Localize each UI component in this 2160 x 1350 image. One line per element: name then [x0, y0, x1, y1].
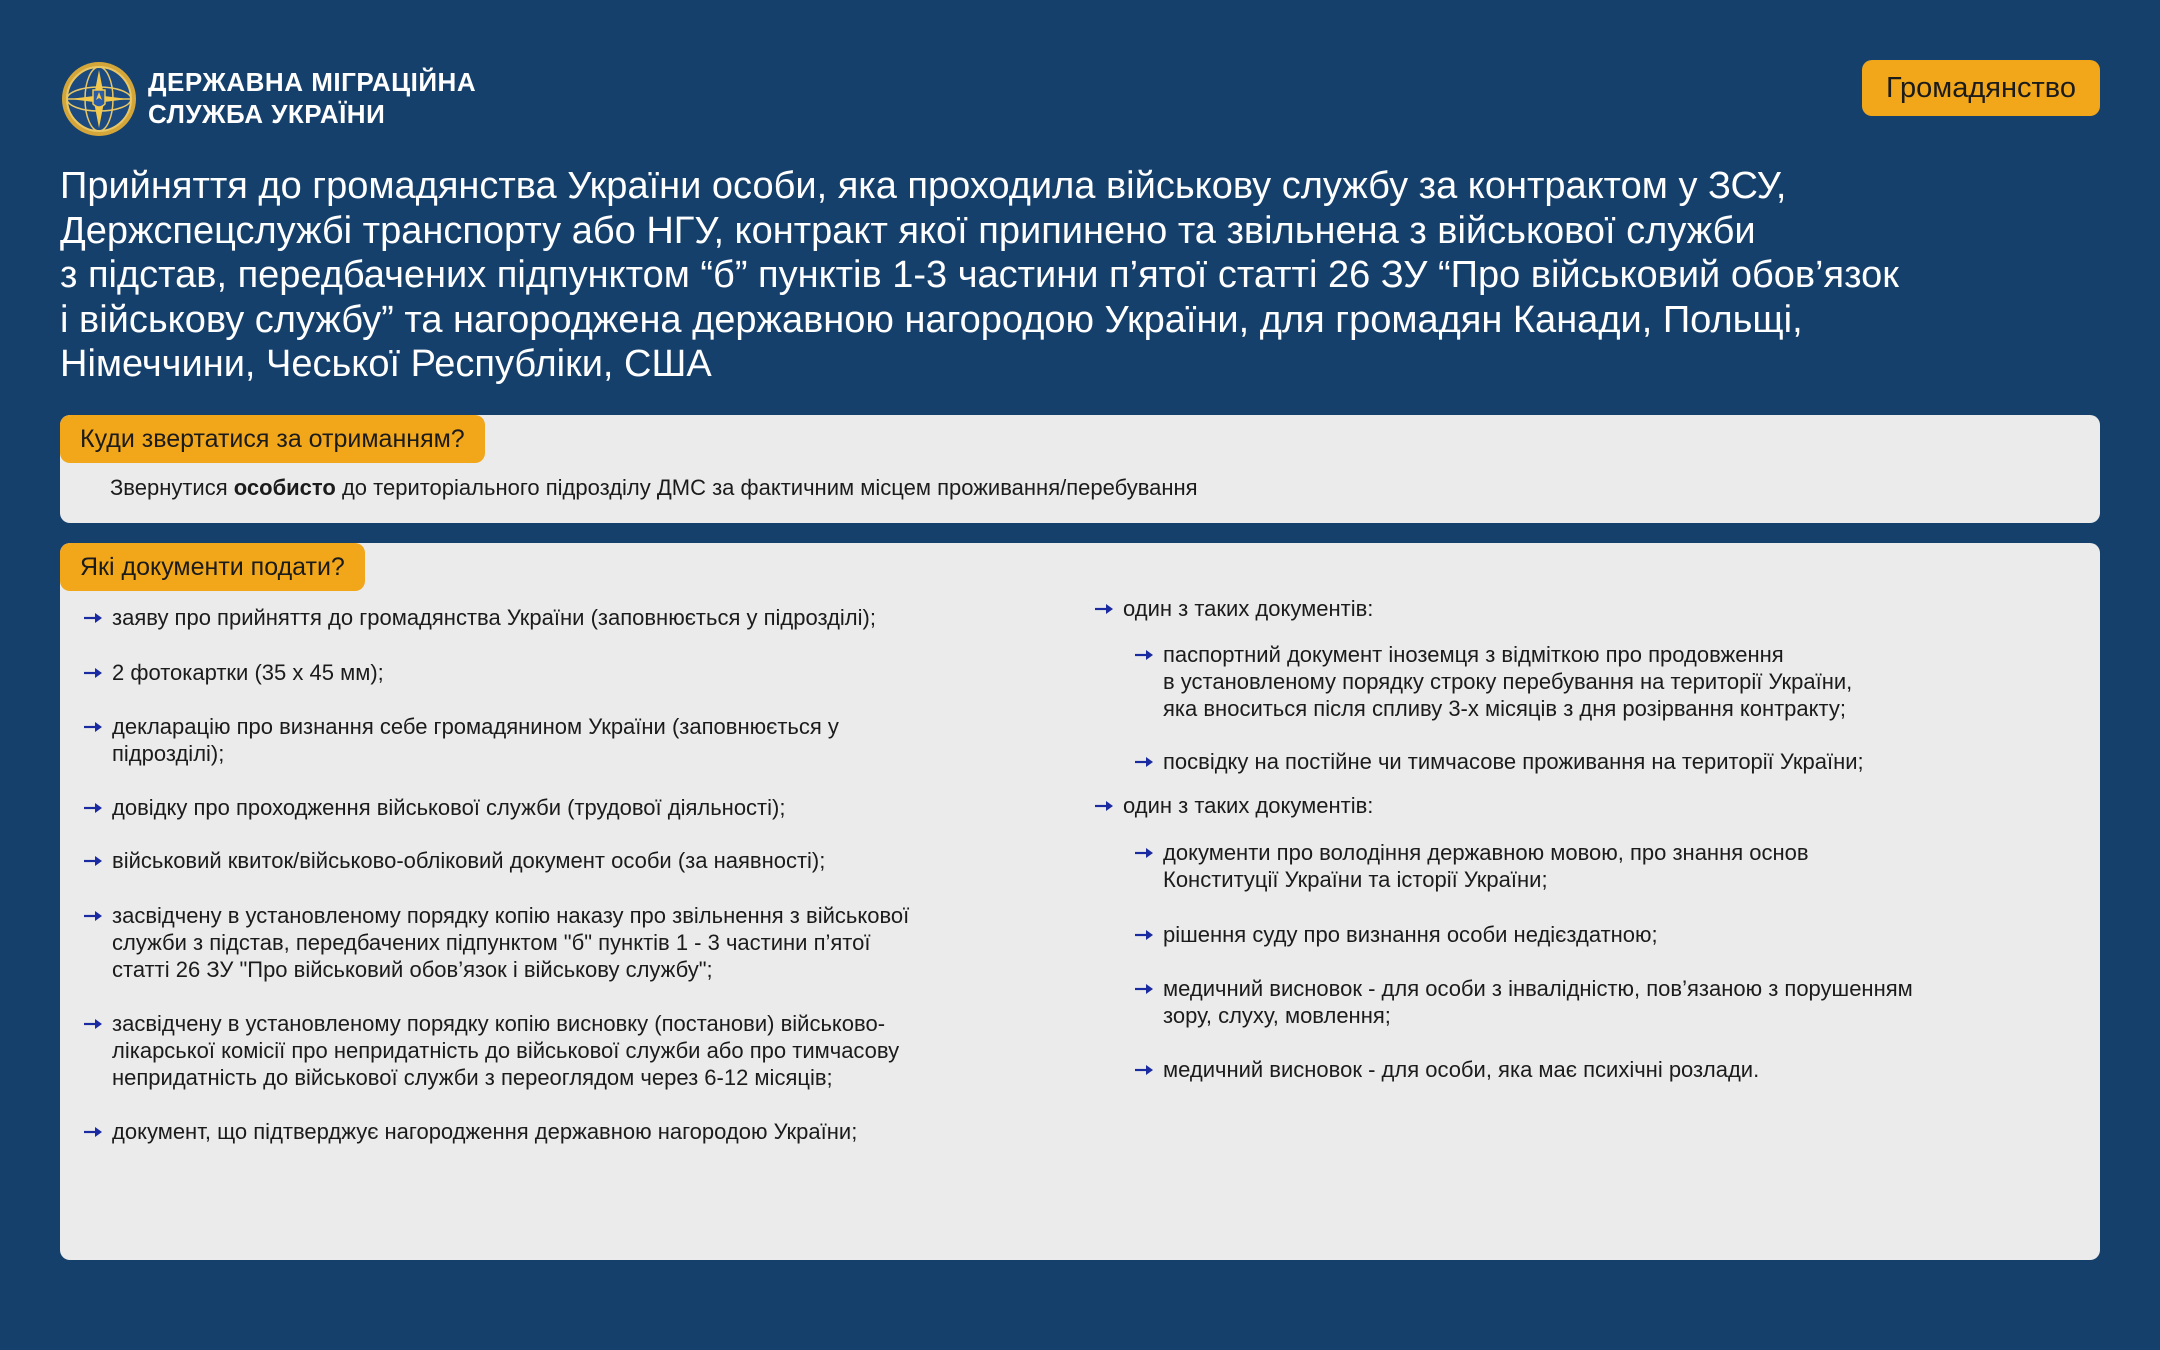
item-text-line: декларацію про визнання себе громадянином України (заповнюється у — [112, 714, 839, 739]
org-name-line-2: СЛУЖБА УКРАЇНИ — [148, 99, 386, 129]
document-list-item — [82, 1118, 857, 1145]
document-sub-item — [1133, 1056, 1759, 1083]
title-line: Німеччини, Чеської Республіки, США — [60, 343, 712, 385]
title-line: Держспецслужбі транспорту або НГУ, контракт якої припинено та звільнена з військової служби — [60, 209, 1756, 252]
item-text-line: посвідку на постійне чи тимчасове проживання на території України; — [1163, 749, 1864, 774]
item-text-line: яка вноситься після спливу 3-х місяців з дня розірвання контракту; — [1163, 696, 1846, 721]
arrow-right-icon — [82, 721, 104, 733]
where-to-apply-card — [60, 415, 2100, 523]
document-list-item — [82, 604, 876, 631]
arrow-right-icon — [82, 1018, 104, 1030]
arrow-right-icon — [1133, 1064, 1155, 1076]
document-sub-item — [1133, 975, 1913, 1029]
item-text-line: підрозділі); — [112, 741, 225, 766]
document-sub-item — [1133, 921, 1658, 948]
document-list-item — [82, 902, 909, 983]
title-line: і військову службу” та нагороджена державною нагородою України, для громадян Канади, Польщі, — [60, 298, 1803, 341]
item-text-line: довідку про проходження військової служби (трудової діяльності); — [112, 795, 786, 820]
item-text-line: засвідчену в установленому порядку копію наказу про звільнення з військової — [112, 903, 910, 928]
item-text-line: медичний висновок - для особи, яка має психічні розлади. — [1163, 1057, 1760, 1082]
arrow-right-icon — [1133, 649, 1155, 661]
item-text-line: лікарської комісії про непридатність до військової служби або про тимчасову — [112, 1038, 900, 1063]
item-text-line: засвідчену в установленому порядку копію висновку (постанови) військово- — [112, 1011, 886, 1036]
page-title — [60, 164, 2070, 387]
where-to-apply-heading: Куди звертатися за отриманням? — [60, 415, 485, 463]
document-list-item — [82, 713, 839, 767]
arrow-right-icon — [82, 910, 104, 922]
document-group-heading — [1093, 792, 1373, 819]
documents-card — [60, 543, 2100, 1260]
arrow-right-icon — [82, 667, 104, 679]
document-sub-item — [1133, 748, 1864, 775]
where-text-after: до територіального підрозділу ДМС за фактичним місцем проживання/перебування — [335, 475, 1198, 500]
arrow-right-icon — [82, 802, 104, 814]
where-text-bold: особисто — [233, 475, 336, 500]
item-text-line: медичний висновок - для особи з інвалідністю, пов’язаною з порушенням — [1163, 976, 1913, 1001]
where-to-apply-text — [110, 475, 1198, 501]
item-text-line: рішення суду про визнання особи недієздатною; — [1163, 922, 1658, 947]
arrow-right-icon — [82, 855, 104, 867]
document-list-item — [82, 794, 785, 821]
document-list-item — [82, 1010, 899, 1091]
document-list-item — [82, 659, 384, 686]
arrow-right-icon — [1133, 847, 1155, 859]
document-sub-item — [1133, 839, 1809, 893]
item-text-line: документ, що підтверджує нагородження державною нагородою України; — [112, 1119, 858, 1144]
item-text-line: військовий квиток/військово-обліковий документ особи (за наявності); — [112, 848, 826, 873]
where-text-before: Звернутися — [110, 475, 234, 500]
dms-emblem-icon — [60, 60, 138, 138]
document-group-heading — [1093, 595, 1373, 622]
title-line: з підстав, передбачених підпунктом “б” пунктів 1-3 частини п’ятої статті 26 ЗУ “Про військовий обов’язок — [60, 254, 1899, 296]
item-text-line: в установленому порядку строку перебування на території України, — [1163, 669, 1853, 694]
arrow-right-icon — [1093, 603, 1115, 615]
arrow-right-icon — [1093, 800, 1115, 812]
org-name-line-1: ДЕРЖАВНА МІГРАЦІЙНА — [148, 67, 477, 97]
title-line: Прийняття до громадянства України особи, яка проходила військову службу за контрактом у ЗСУ, — [60, 165, 1787, 207]
arrow-right-icon — [1133, 929, 1155, 941]
item-text-line: служби з підстав, передбачених підпунктом "б" пунктів 1 - 3 частини п’ятої — [112, 930, 871, 955]
arrow-right-icon — [1133, 983, 1155, 995]
documents-heading: Які документи подати? — [60, 543, 365, 591]
item-text-line: Конституції України та історії України; — [1163, 867, 1548, 892]
item-text-line: один з таких документів: — [1123, 596, 1374, 621]
item-text-line: паспортний документ іноземця з відміткою про продовження — [1163, 642, 1784, 667]
item-text-line: один з таких документів: — [1123, 793, 1374, 818]
document-sub-item — [1133, 641, 1852, 722]
item-text-line: непридатність до військової служби з переоглядом через 6-12 місяців; — [112, 1065, 833, 1090]
item-text-line: документи про володіння державною мовою, про знання основ — [1163, 840, 1809, 865]
item-text-line: 2 фотокартки (35 х 45 мм); — [112, 660, 384, 685]
organization-name — [148, 66, 476, 130]
item-text-line: статті 26 ЗУ "Про військовий обов’язок і військову службу"; — [112, 957, 713, 982]
arrow-right-icon — [82, 1126, 104, 1138]
category-badge: Громадянство — [1862, 60, 2100, 116]
arrow-right-icon — [82, 612, 104, 624]
item-text-line: зору, слуху, мовлення; — [1163, 1003, 1391, 1028]
item-text-line: заяву про прийняття до громадянства України (заповнюється у підрозділі); — [112, 605, 876, 630]
document-list-item — [82, 847, 825, 874]
arrow-right-icon — [1133, 756, 1155, 768]
